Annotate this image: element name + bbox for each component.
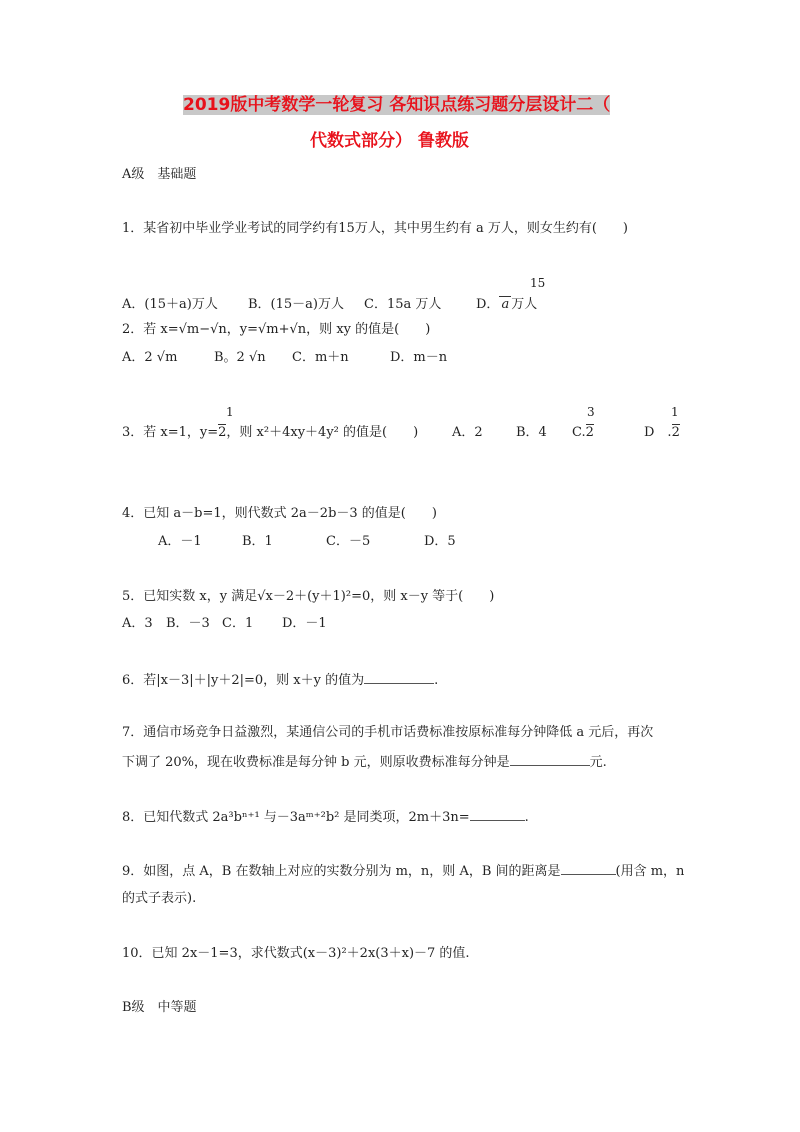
question-9-line1 [122, 862, 684, 881]
q1-option-a: A．(15＋a)万人 [122, 297, 218, 312]
q4-option-b: B．1 [242, 534, 273, 549]
section-a-heading: A级 基础题 [122, 167, 197, 182]
q9-text-end: (用含 m，n [615, 864, 685, 879]
document-title-line1 [183, 96, 610, 114]
document-title-line2: 代数式部分） 鲁教版 [310, 131, 469, 151]
q1-option-c: C．15a 万人 [364, 297, 442, 312]
q5-option-d: D．－1 [282, 616, 327, 631]
q5-option-a: A．3 [122, 616, 153, 631]
q3-text-b: ，则 x²＋4xy＋4y² 的值是( ) [226, 425, 419, 440]
question-10: 10．已知 2x－1=3，求代数式(x－3)²＋2x(3＋x)－7 的值. [122, 946, 470, 961]
section-b-heading: B级 中等题 [122, 1000, 197, 1015]
q7-end: 元. [589, 755, 607, 770]
q4-option-c: C．－5 [326, 534, 371, 549]
q1-option-d-unit: 万人 [511, 297, 538, 312]
q3-option-d-label: D . [644, 425, 672, 440]
question-6 [122, 671, 438, 690]
q3-option-c [572, 424, 594, 442]
q9-answer-blank[interactable] [561, 862, 616, 875]
q6-end: . [434, 673, 439, 688]
q3-option-c-label: C. [572, 425, 586, 440]
question-9-line2: 的式子表示). [122, 891, 197, 906]
q3-option-a: A．2 [452, 425, 483, 440]
q1-option-d-fraction-numerator: 15 [530, 276, 546, 290]
q2-option-a: A．2 √m [122, 350, 178, 365]
q3-option-d [644, 424, 680, 442]
q1-option-d-label: D． [476, 297, 500, 312]
title-text-1: 2019版中考数学一轮复习 各知识点练习题分层设计二（ [183, 95, 611, 115]
q2-option-d: D．m－n [390, 350, 448, 365]
q3-c-denominator: 2 [585, 425, 594, 440]
q6-answer-blank[interactable] [364, 671, 434, 684]
q3-y-denominator: 2 [218, 425, 227, 440]
q8-text: 8．已知代数式 2a³bⁿ⁺¹ 与－3aᵐ⁺²b² 是同类项，2m＋3n= [122, 810, 470, 825]
q2-option-c: C．m＋n [292, 350, 349, 365]
q5-option-c: C．1 [222, 616, 254, 631]
question-8 [122, 808, 529, 827]
q3-y-numerator: 1 [226, 405, 234, 419]
q1-option-b: B．(15－a)万人 [248, 297, 344, 312]
q8-answer-blank[interactable] [470, 808, 525, 821]
q7-text: 下调了 20%，现在收费标准是每分钟 b 元，则原收费标准每分钟是 [122, 755, 510, 770]
q4-option-d: D．5 [424, 534, 456, 549]
q3-option-b: B．4 [516, 425, 547, 440]
question-4: 4．已知 a－b=1，则代数式 2a－2b－3 的值是( ) [122, 506, 437, 521]
question-7-line1: 7．通信市场竞争日益激烈，某通信公司的手机市话费标准按原标准每分钟降低 a 元后，再次 [122, 725, 654, 740]
q1-option-d [476, 296, 537, 314]
q3-d-numerator: 1 [671, 405, 679, 419]
question-2: 2．若 x=√m−√n，y=√m+√n，则 xy 的值是( ) [122, 322, 431, 337]
q3-text-a: 3．若 x=1，y= [122, 425, 219, 440]
q6-text: 6．若|x－3|＋|y＋2|=0，则 x＋y 的值为 [122, 673, 365, 688]
question-1: 1．某省初中毕业学业考试的同学约有15万人，其中男生约有 a 万人，则女生约有( ) [122, 221, 628, 236]
q3-c-numerator: 3 [587, 405, 595, 419]
q3-d-denominator: 2 [671, 425, 680, 440]
q8-end: . [524, 810, 529, 825]
q4-option-a: A．－1 [158, 534, 202, 549]
question-3 [122, 424, 418, 442]
question-7-line2 [122, 753, 607, 772]
question-5: 5．已知实数 x，y 满足√x－2＋(y＋1)²=0，则 x－y 等于( ) [122, 589, 495, 604]
q1-option-d-denominator: a [501, 297, 510, 312]
q9-text: 9．如图，点 A，B 在数轴上对应的实数分别为 m，n，则 A，B 间的距离是 [122, 864, 561, 879]
q7-answer-blank[interactable] [510, 753, 590, 766]
q2-option-b: B。2 √n [214, 350, 266, 365]
q5-option-b: B．－3 [166, 616, 210, 631]
